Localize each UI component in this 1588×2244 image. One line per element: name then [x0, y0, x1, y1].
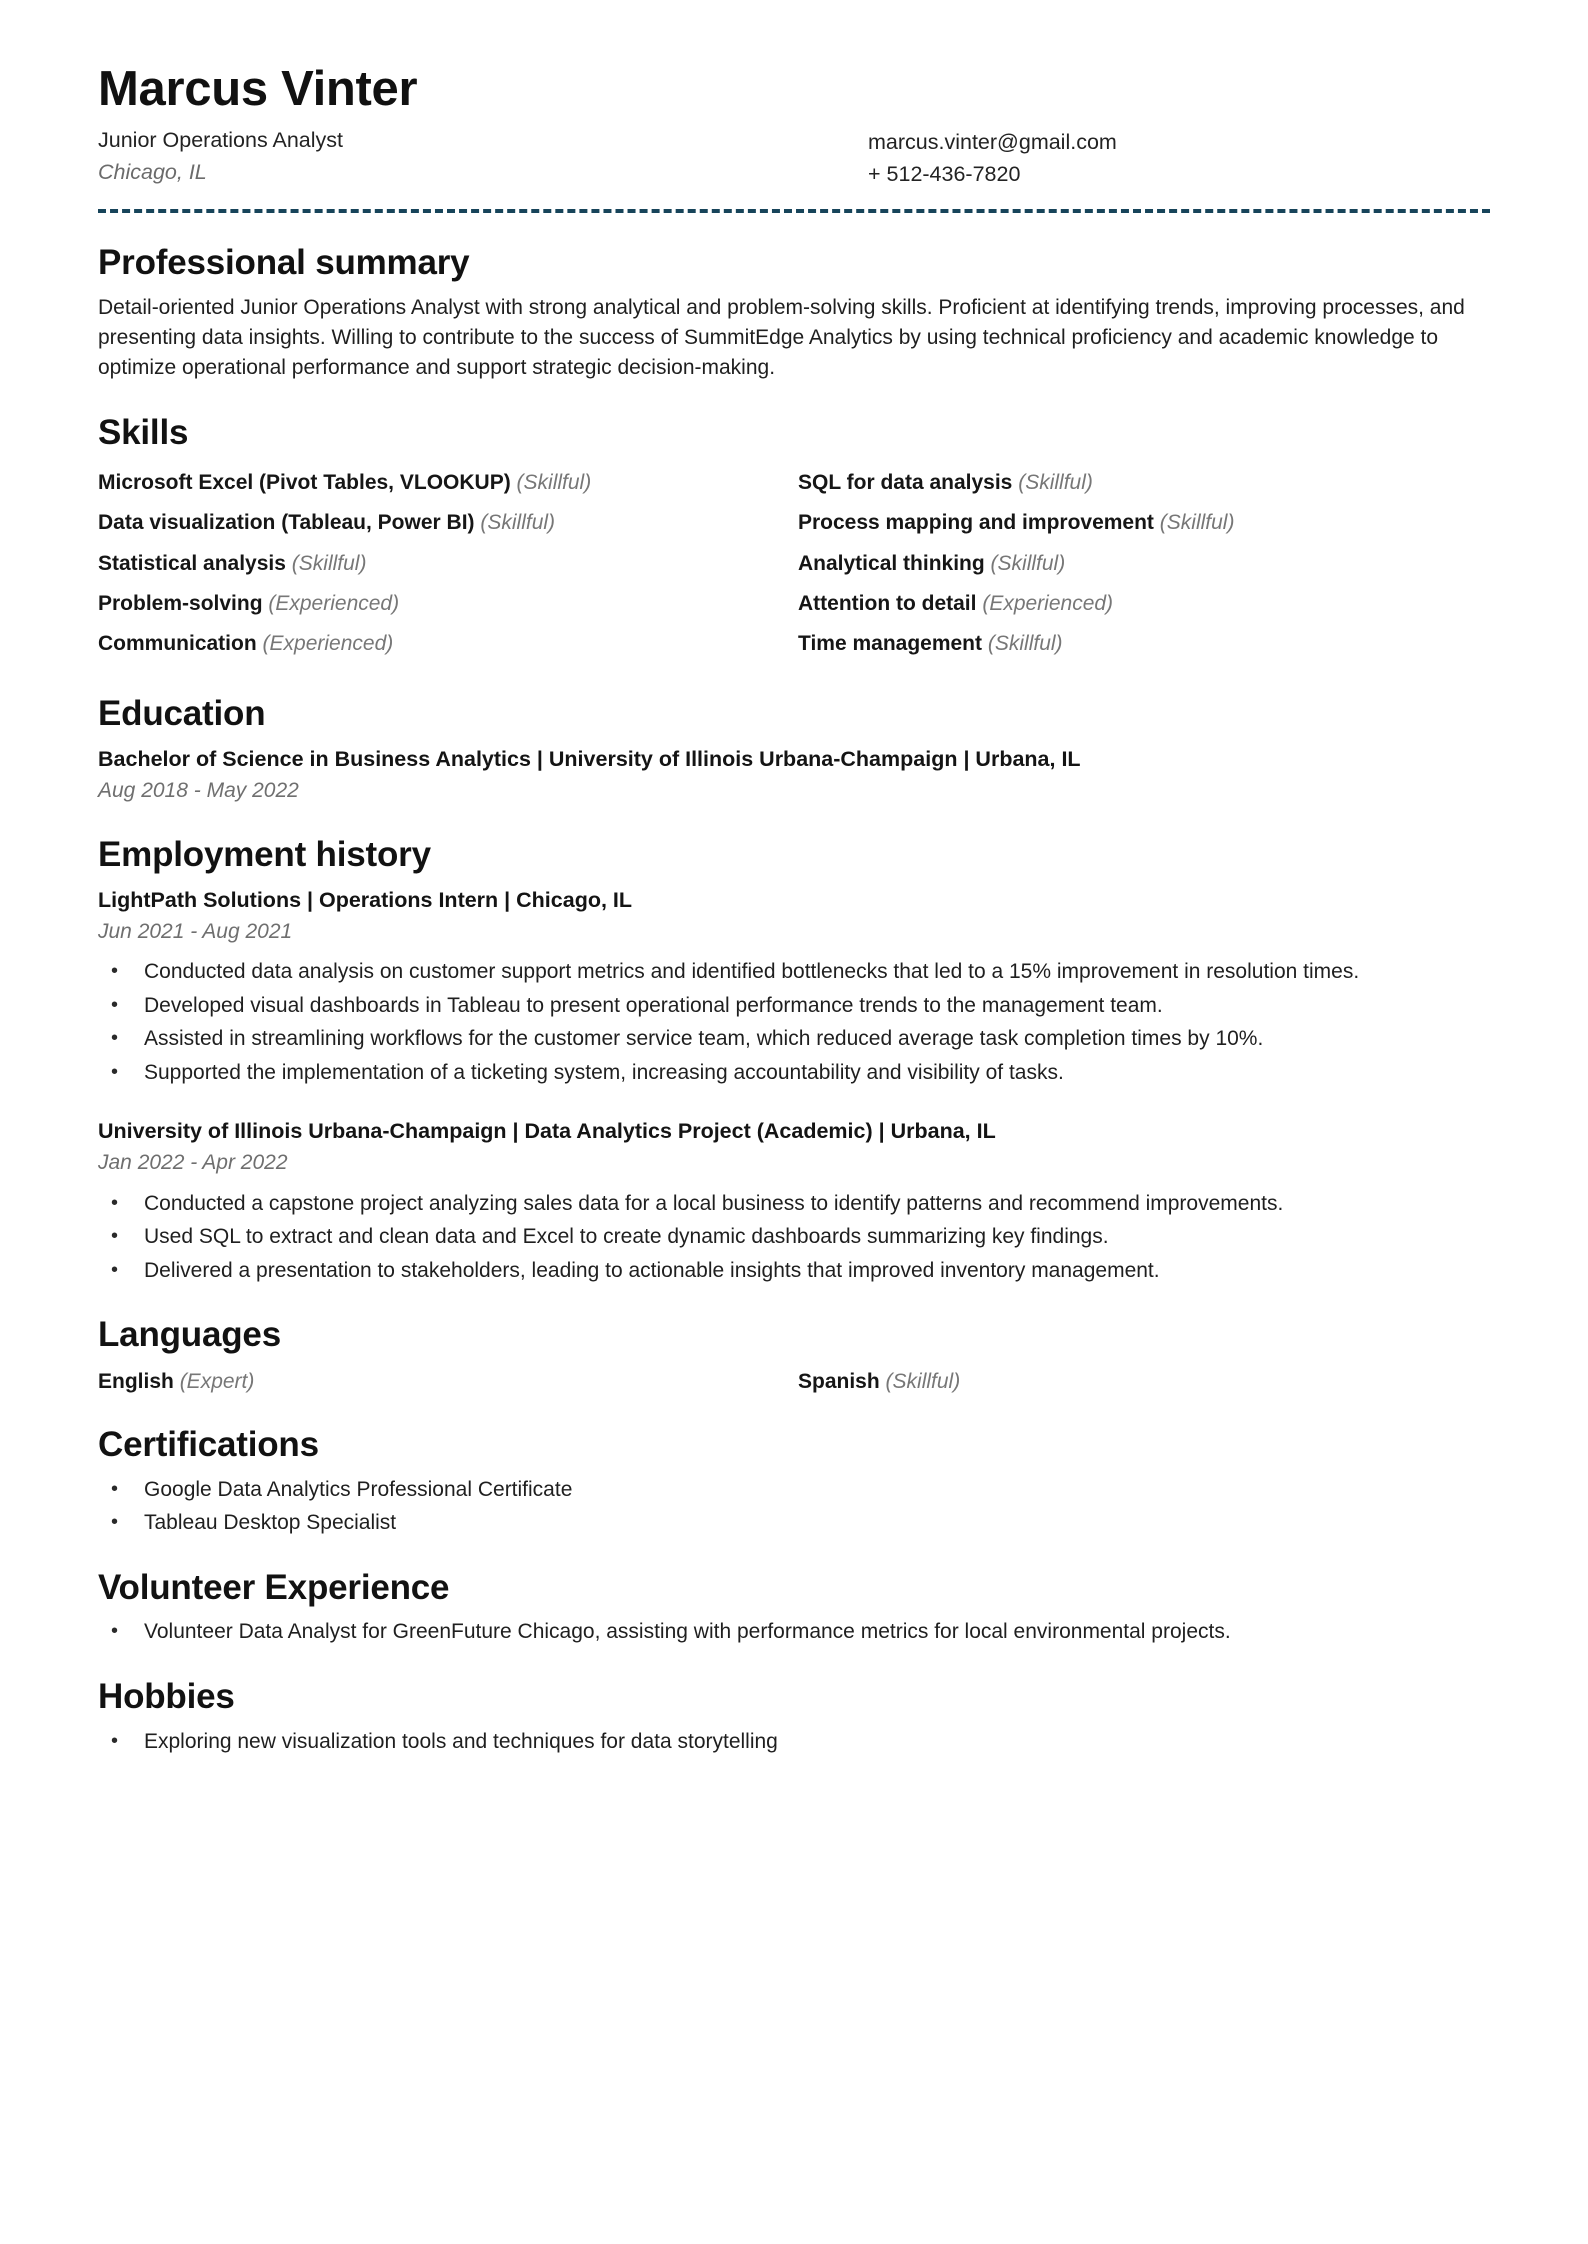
section-certifications [98, 1425, 1490, 1538]
section-title-hobbies: Hobbies [98, 1676, 235, 1716]
skill-level: (Skillful) [1159, 511, 1235, 535]
language-item [98, 1366, 798, 1395]
language-level: (Expert) [179, 1369, 255, 1393]
candidate-job-title: Junior Operations Analyst [98, 127, 343, 152]
skill-name: Attention to detail [798, 591, 977, 615]
bullet-item: • Volunteer Data Analyst for GreenFuture Chicago, assisting with performance metrics for local environmental projects. [98, 1618, 1490, 1647]
skill-item [798, 624, 1490, 664]
skill-level: (Experienced) [982, 591, 1114, 615]
candidate-location: Chicago, IL [98, 159, 207, 184]
skill-item [798, 544, 1490, 584]
language-item [798, 1366, 1490, 1395]
summary-text: Detail-oriented Junior Operations Analyst with strong analytical and problem-solving skills. Proficient at identifying trends, improving processes, and presenting data insights. Willing to contribute to the success of SummitEdge Analytics by using technical proficiency and academic knowledge to optimize operational performance and support strategic decision-making. [98, 296, 1465, 379]
skill-level: (Skillful) [990, 551, 1066, 575]
bullet-item: • Developed visual dashboards in Tableau to present operational performance trends to the management team. [98, 992, 1490, 1021]
skill-name: Statistical analysis [98, 551, 286, 575]
skill-name: Time management [798, 631, 983, 655]
employment-heading: LightPath Solutions | Operations Intern | Chicago, IL [98, 887, 633, 912]
volunteer-list [98, 1618, 1490, 1647]
section-title-languages: Languages [98, 1315, 281, 1355]
section-languages [98, 1315, 1490, 1395]
bullet-item: • Google Data Analytics Professional Certificate [98, 1476, 1490, 1505]
skill-item [798, 463, 1490, 503]
employment-entry [98, 886, 1490, 1088]
bullet-item: • Tableau Desktop Specialist [98, 1509, 1490, 1538]
skills-grid [98, 463, 1490, 664]
employment-bullets [98, 958, 1490, 1087]
employment-bullets [98, 1190, 1490, 1286]
education-heading: Bachelor of Science in Business Analytics | University of Illinois Urbana-Champaign | Urbana, IL [98, 746, 1081, 771]
employment-date: Jun 2021 - Aug 2021 [98, 919, 293, 943]
skill-item [98, 463, 798, 503]
skill-name: Process mapping and improvement [798, 511, 1154, 535]
contact-phone[interactable]: + 512-436-7820 [868, 161, 1021, 186]
hobbies-list [98, 1728, 1490, 1757]
skill-name: Analytical thinking [798, 551, 985, 575]
section-title-skills: Skills [98, 412, 189, 452]
skill-item [798, 503, 1490, 543]
skill-level: (Skillful) [291, 551, 367, 575]
skill-level: (Skillful) [1018, 471, 1093, 495]
employment-date: Jan 2022 - Apr 2022 [98, 1151, 288, 1175]
section-title-volunteer: Volunteer Experience [98, 1567, 450, 1607]
header-left-column [98, 125, 868, 189]
skill-name: Data visualization (Tableau, Power BI) [98, 511, 475, 535]
header-columns [98, 125, 1490, 191]
skill-level: (Skillful) [516, 471, 592, 495]
skill-item [98, 544, 798, 584]
bullet-item: • Conducted a capstone project analyzing sales data for a local business to identify patterns and recommend improvements. [98, 1190, 1490, 1219]
bullet-item: • Conducted data analysis on customer support metrics and identified bottlenecks that led to a 15% improvement in resolution times. [98, 958, 1490, 987]
skill-item [98, 624, 798, 664]
skill-name: Communication [98, 631, 257, 655]
section-title-certifications: Certifications [98, 1425, 319, 1465]
bullet-item: • Supported the implementation of a ticketing system, increasing accountability and visibility of tasks. [98, 1059, 1490, 1088]
skill-level: (Experienced) [268, 591, 400, 615]
bullet-item: • Assisted in streamlining workflows for the customer service team, which reduced average task completion times by 10%. [98, 1025, 1490, 1054]
skill-item [98, 503, 798, 543]
bullet-item: • Delivered a presentation to stakeholders, leading to actionable insights that improved inventory management. [98, 1257, 1490, 1286]
contact-email[interactable]: marcus.vinter@gmail.com [868, 129, 1117, 154]
section-hobbies [98, 1677, 1490, 1756]
language-level: (Skillful) [885, 1369, 961, 1393]
bullet-item: • Exploring new visualization tools and techniques for data storytelling [98, 1728, 1490, 1757]
skill-item [798, 584, 1490, 624]
skill-name: SQL for data analysis [798, 471, 1013, 495]
resume-header [98, 62, 1490, 191]
header-divider [98, 209, 1490, 213]
section-title-employment: Employment history [98, 835, 431, 875]
bullet-item: • Used SQL to extract and clean data and Excel to create dynamic dashboards summarizing key findings. [98, 1223, 1490, 1252]
skill-name: Microsoft Excel (Pivot Tables, VLOOKUP) [98, 471, 511, 495]
employment-entry [98, 1117, 1490, 1285]
section-title-summary: Professional summary [98, 242, 470, 282]
header-contact-column [868, 125, 1490, 191]
skill-level: (Experienced) [262, 631, 394, 655]
candidate-name: Marcus Vinter [98, 62, 418, 116]
section-education [98, 694, 1490, 805]
section-professional-summary [98, 243, 1490, 383]
section-employment-history [98, 835, 1490, 1285]
section-skills [98, 413, 1490, 665]
employment-heading: University of Illinois Urbana-Champaign | Data Analytics Project (Academic) | Urbana, IL [98, 1119, 996, 1144]
skill-level: (Skillful) [987, 631, 1063, 655]
skill-level: (Skillful) [480, 511, 556, 535]
language-name: English [98, 1369, 174, 1393]
education-entry [98, 745, 1490, 805]
section-title-education: Education [98, 694, 266, 734]
education-date: Aug 2018 - May 2022 [98, 778, 299, 802]
languages-grid [98, 1366, 1490, 1395]
skill-item [98, 584, 798, 624]
section-volunteer-experience [98, 1568, 1490, 1647]
language-name: Spanish [798, 1369, 880, 1393]
certifications-list [98, 1476, 1490, 1538]
skill-name: Problem-solving [98, 591, 263, 615]
